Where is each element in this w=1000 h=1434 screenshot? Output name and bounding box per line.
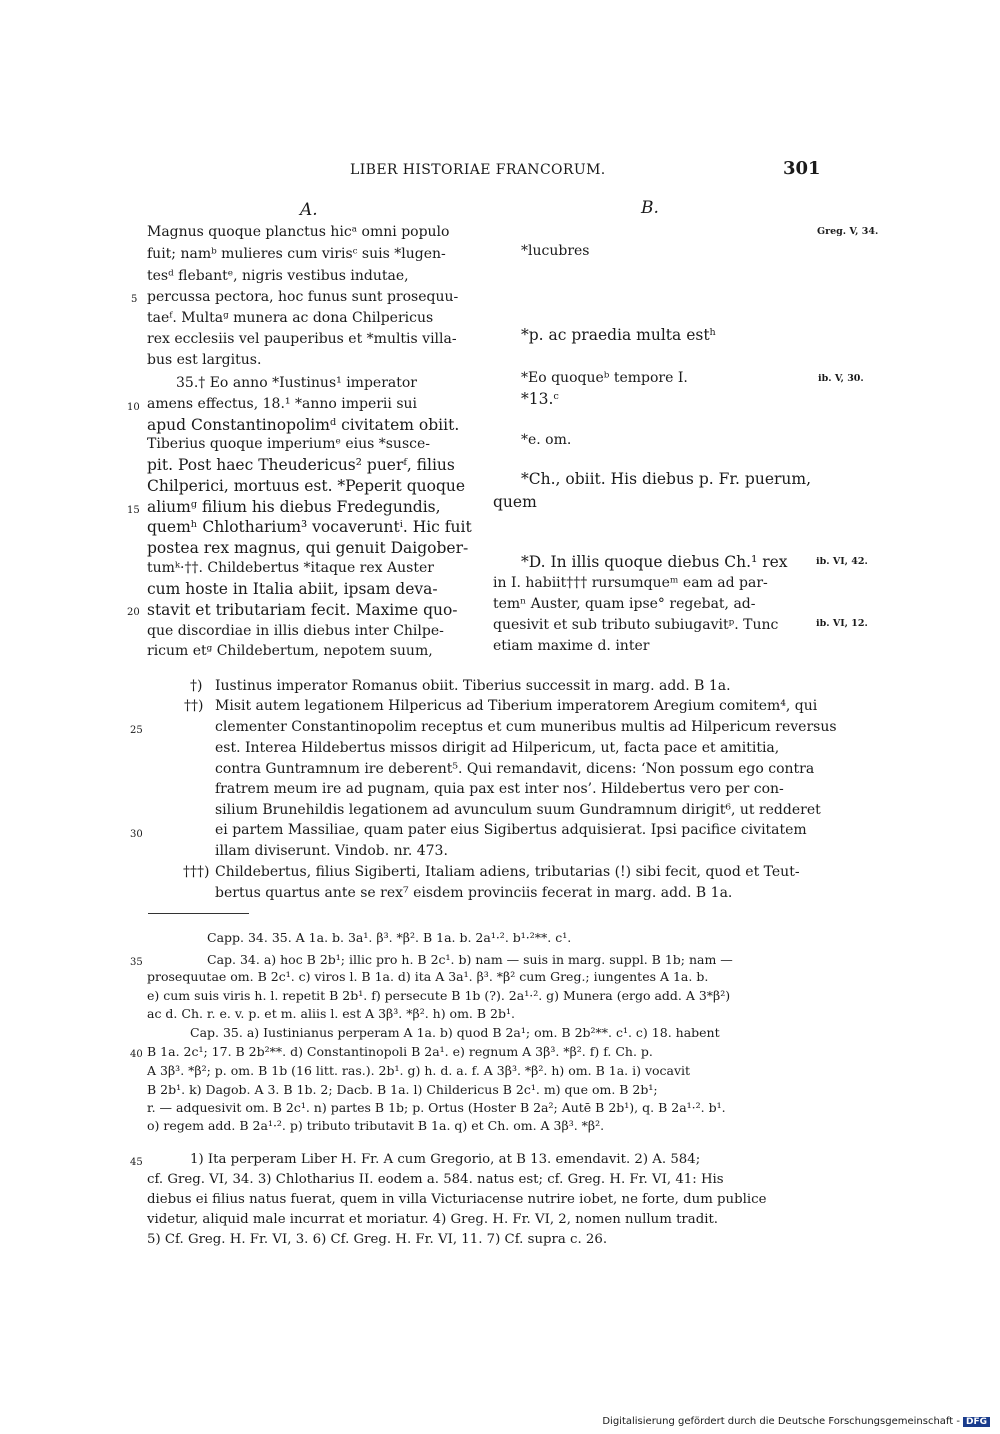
line-number: 10 xyxy=(127,402,140,413)
col-a-line: que discordiae in illis diebus inter Chilpe- xyxy=(147,623,444,639)
note-line: est. Interea Hildebertus missos dirigit ad Hilpericum, ut, facta pace et amititia, xyxy=(215,740,780,756)
margin-ref: ib. V, 30. xyxy=(818,373,864,384)
margin-ref: Greg. V, 34. xyxy=(817,226,879,237)
col-a-line: tumᵏ·††. Childebertus *itaque rex Auster xyxy=(147,560,434,576)
margin-ref: ib. VI, 42. xyxy=(816,556,868,567)
footnote-line: diebus ei filius natus fuerat, quem in villa Victuriacense nutrire iobet, ne forte, dum publice xyxy=(147,1192,767,1207)
line-number: 25 xyxy=(130,725,143,736)
line-number: 20 xyxy=(127,607,140,618)
note-line: fratrem meum ire ad pugnam, quia pax est inter nos’. Hildebertus vero per con- xyxy=(215,781,784,797)
col-b-line: quem xyxy=(493,493,537,511)
col-b-line: *Eo quoqueᵇ tempore I. xyxy=(521,370,688,386)
note-line: Iustinus imperator Romanus obiit. Tiberius successit in marg. add. B 1a. xyxy=(215,678,731,694)
margin-ref: ib. VI, 12. xyxy=(816,618,868,629)
col-a-line: bus est largitus. xyxy=(147,352,262,368)
col-b-line: *D. In illis quoque diebus Ch.¹ rex xyxy=(521,553,788,571)
col-b-line: temⁿ Auster, quam ipse° regebat, ad- xyxy=(493,596,756,612)
col-b-line: *Ch., obiit. His diebus p. Fr. puerum, xyxy=(521,470,812,488)
footnote-line: cf. Greg. VI, 34. 3) Chlotharius II. eodem a. 584. natus est; cf. Greg. H. Fr. VI, 41: His xyxy=(147,1172,724,1187)
line-number: 45 xyxy=(130,1157,143,1168)
note-mark: †††) xyxy=(183,864,210,880)
column-a-heading: A. xyxy=(300,200,318,220)
footnote-divider xyxy=(148,913,249,914)
col-a-line: percussa pectora, hoc funus sunt prosequu- xyxy=(147,289,459,305)
note-line: Childebertus, filius Sigiberti, Italiam adiens, tributarias (!) sibi fecit, quod et Teut- xyxy=(215,864,800,880)
col-a-line: 35.† Eo anno *Iustinus¹ imperator xyxy=(176,375,417,391)
page-number: 301 xyxy=(783,158,821,179)
apparatus-line: e) cum suis viris h. l. repetit B 2b¹. f) persecute B 1b (?). 2a¹·². g) Munera (ergo add. A 3*β²) xyxy=(147,988,731,1003)
col-b-line: *lucubres xyxy=(521,243,590,259)
col-a-line: rex ecclesiis vel pauperibus et *multis villa- xyxy=(147,331,457,347)
note-line: silium Brunehildis legationem ad avunculum suum Gundramnum dirigit⁶, ut redderet xyxy=(215,802,821,818)
apparatus-line: Cap. 34. a) hoc B 2b¹; illic pro h. B 2c¹. b) nam — suis in marg. suppl. B 1b; nam — xyxy=(207,952,733,967)
col-a-line: stavit et tributariam fecit. Maxime quo- xyxy=(147,601,458,619)
col-a-line: postea rex magnus, qui genuit Daigober- xyxy=(147,539,469,557)
col-b-line: quesivit et sub tributo subiugavitᵖ. Tunc xyxy=(493,617,779,633)
note-line: illam diviserunt. Vindob. nr. 473. xyxy=(215,843,448,859)
note-mark: †) xyxy=(190,678,203,694)
apparatus-line: Capp. 34. 35. A 1a. b. 3a¹. β³. *β². B 1a. b. 2a¹·². b¹·²**. c¹. xyxy=(207,930,572,945)
col-a-line: Chilperici, mortuus est. *Peperit quoque xyxy=(147,477,466,495)
col-a-line: pit. Post haec Theudericus² puerᶠ, filius xyxy=(147,456,455,474)
col-a-line: Tiberius quoque imperiumᵉ eius *susce- xyxy=(147,436,430,452)
line-number: 5 xyxy=(131,294,138,305)
footnote-line: 5) Cf. Greg. H. Fr. VI, 3. 6) Cf. Greg. H. Fr. VI, 11. 7) Cf. supra c. 26. xyxy=(147,1232,608,1247)
col-b-line: etiam maxime d. inter xyxy=(493,638,650,654)
line-number: 40 xyxy=(130,1049,143,1060)
col-a-line: cum hoste in Italia abiit, ipsam deva- xyxy=(147,580,438,598)
col-a-line: ricum etᵍ Childebertum, nepotem suum, xyxy=(147,643,433,659)
apparatus-line: B 1a. 2c¹; 17. B 2b²**. d) Constantinopoli B 2a¹. e) regnum A 3β³. *β². f) f. Ch. p. xyxy=(147,1044,653,1059)
col-a-line: aliumᵍ filium his diebus Fredegundis, xyxy=(147,498,441,516)
col-a-line: quemʰ Chlotharium³ vocaveruntⁱ. Hic fuit xyxy=(147,518,472,536)
apparatus-line: o) regem add. B 2a¹·². p) tributo tributavit B 1a. q) et Ch. om. A 3β³. *β². xyxy=(147,1118,605,1133)
col-b-line: *p. ac praedia multa estʰ xyxy=(521,326,717,344)
line-number: 35 xyxy=(130,957,143,968)
col-b-line: *e. om. xyxy=(521,432,572,448)
apparatus-line: ac d. Ch. r. e. v. p. et m. aliis l. est A 3β³. *β². h) om. B 2b¹. xyxy=(147,1006,515,1021)
footnote-line: videtur, aliquid male incurrat et moriatur. 4) Greg. H. Fr. VI, 2, nomen nullum tradit. xyxy=(147,1212,719,1227)
note-line: clementer Constantinopolim receptus et cum muneribus multis ad Hilpericum reversus xyxy=(215,719,837,735)
apparatus-line: prosequutae om. B 2c¹. c) viros l. B 1a. d) ita A 3a¹. β³. *β² cum Greg.; iungentes A 1a. b. xyxy=(147,969,709,984)
col-a-line: apud Constantinopolimᵈ civitatem obiit. xyxy=(147,416,460,434)
credit-text: Digitalisierung gefördert durch die Deutsche Forschungsgemeinschaft - xyxy=(602,1416,960,1427)
col-a-line: fuit; namᵇ mulieres cum virisᶜ suis *lugen- xyxy=(147,246,446,262)
column-b-heading: B. xyxy=(641,198,659,218)
note-line: ei partem Massiliae, quam pater eius Sigibertus adquisierat. Ipsi pacifice civitatem xyxy=(215,822,807,838)
apparatus-line: A 3β³. *β²; p. om. B 1b (16 litt. ras.). 2b¹. g) h. d. a. f. A 3β³. *β². h) om. B 1a. i) vocavit xyxy=(147,1063,691,1078)
col-b-line: *13.ᶜ xyxy=(521,390,559,408)
line-number: 30 xyxy=(130,829,143,840)
apparatus-line: B 2b¹. k) Dagob. A 3. B 1b. 2; Dacb. B 1a. l) Childericus B 2c¹. m) que om. B 2b¹; xyxy=(147,1082,658,1097)
col-a-line: tesᵈ flebantᵉ, nigris vestibus indutae, xyxy=(147,268,409,284)
note-line: bertus quartus ante se rex⁷ eisdem provinciis fecerat in marg. add. B 1a. xyxy=(215,885,733,901)
apparatus-line: Cap. 35. a) Iustinianus perperam A 1a. b) quod B 2a¹; om. B 2b²**. c¹. c) 18. habent xyxy=(190,1025,720,1040)
running-title: LIBER HISTORIAE FRANCORUM. xyxy=(350,162,606,178)
footnote-line: 1) Ita perperam Liber H. Fr. A cum Gregorio, at B 13. emendavit. 2) A. 584; xyxy=(190,1152,701,1167)
apparatus-line: r. — adquesivit om. B 2c¹. n) partes B 1b; p. Ortus (Hoster B 2a²; Autē B 2b¹), q. B 2a¹·². b¹. xyxy=(147,1100,726,1115)
dfg-logo: DFG xyxy=(963,1417,990,1427)
col-b-line: in I. habiit††† rursumqueᵐ eam ad par- xyxy=(493,575,768,591)
col-a-line: Magnus quoque planctus hicᵃ omni populo xyxy=(147,224,450,240)
note-line: contra Guntramnum ire deberent⁵. Qui remandavit, dicens: ‘Non possum ego contra xyxy=(215,761,815,777)
line-number: 15 xyxy=(127,505,140,516)
digitization-credit xyxy=(602,1416,990,1427)
col-a-line: taeᶠ. Multaᵍ munera ac dona Chilpericus xyxy=(147,310,434,326)
note-mark: ††) xyxy=(184,698,204,714)
note-line: Misit autem legationem Hilpericus ad Tiberium imperatorem Aregium comitem⁴, qui xyxy=(215,698,818,714)
col-a-line: amens effectus, 18.¹ *anno imperii sui xyxy=(147,396,418,412)
